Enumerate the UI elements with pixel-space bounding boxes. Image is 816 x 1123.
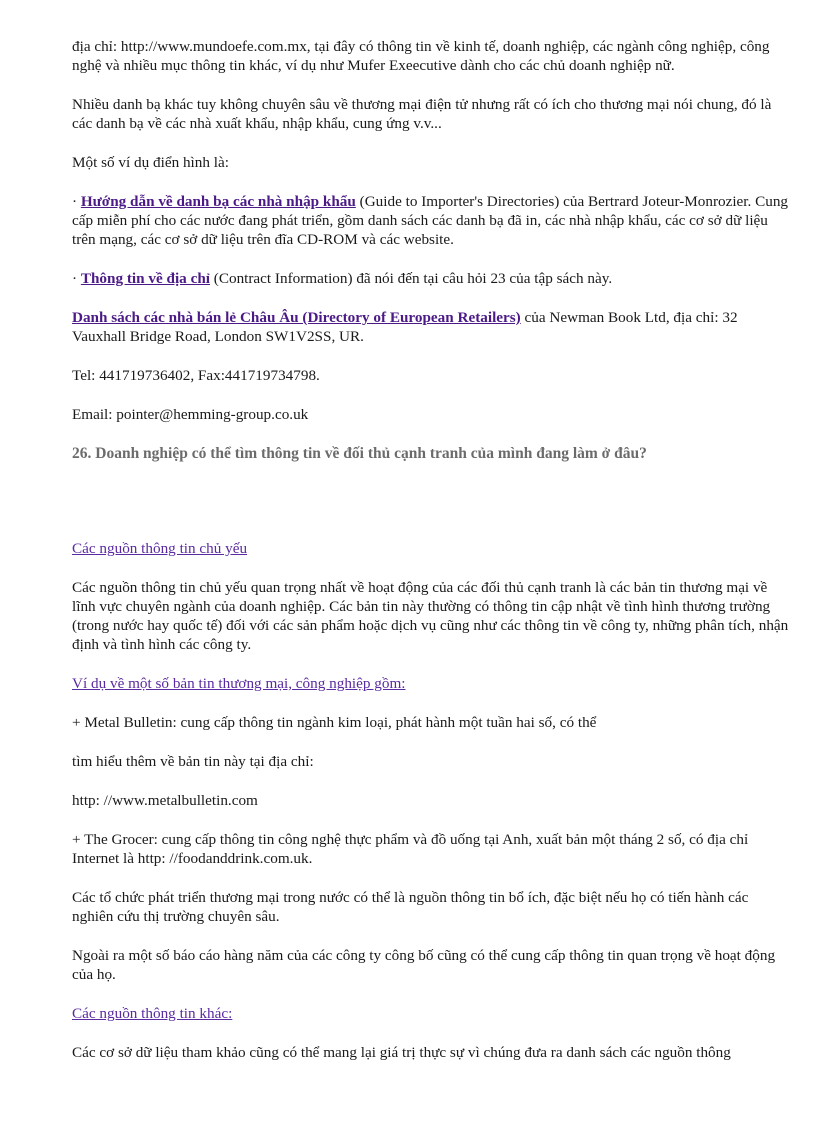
paragraph-grocer: + The Grocer: cung cấp thông tin công nghệ thực phẩm và đồ uống tại Anh, xuất bản một tháng 2 số, có địa chỉ Internet là http: //foodanddrink.com.uk. — [72, 831, 749, 867]
paragraph-examples-intro: Một số ví dụ điển hình là: — [72, 154, 229, 171]
bullet: · — [72, 193, 81, 210]
spacer — [72, 483, 792, 539]
contact-email: Email: pointer@hemming-group.co.uk — [72, 406, 309, 423]
list-item-european-retailers — [72, 308, 792, 346]
list-item-importer-guide — [72, 192, 792, 249]
section-heading-bulletin-examples — [72, 674, 792, 693]
item-text: của Newman Book Ltd, địa chỉ: 32 Vauxhall Bridge Road, London SW1V2SS, UR. — [72, 309, 738, 345]
paragraph-metal-bulletin-url: http: //www.metalbulletin.com — [72, 792, 258, 809]
question-heading: 26. Doanh nghiệp có thể tìm thông tin về đối thủ cạnh tranh của mình đang làm ở đâu? — [72, 445, 647, 462]
list-item-contact-info — [72, 269, 792, 288]
item-text: (Guide to Importer's Directories) của Bertrard Joteur-Monrozier. Cung cấp miễn phí cho các nước đang phát triển, gồm danh sách các danh bạ đã in, các nhà nhập khẩu, các cơ sở dữ liệu trên mạng, các cơ sở dữ liệu trên đĩa CD-ROM và các website. — [72, 193, 789, 248]
link-contact-info[interactable]: Thông tin về địa chỉ — [80, 270, 210, 287]
link-main-sources[interactable]: Các nguồn thông tin chủ yếu — [72, 540, 248, 557]
link-importer-guide[interactable]: Hướng dẫn về danh bạ các nhà nhập khẩu — [80, 193, 356, 210]
paragraph-metal-bulletin: + Metal Bulletin: cung cấp thông tin ngành kim loại, phát hành một tuần hai số, có thể — [72, 714, 597, 731]
paragraph-main-sources: Các nguồn thông tin chủ yếu quan trọng nhất về hoạt động của các đối thủ cạnh tranh là các bản tin thương mại về lĩnh vực chuyên ngành của doanh nghiệp. Các bản tin này thường có thông tin cập nhật về tình hình thương trường (trong nước hay quốc tế) đối với các sản phẩm hoặc dịch vụ cũng như các thông tin về công ty, những phân tích, nhận định và tình hình các công ty. — [72, 579, 789, 653]
paragraph-metal-bulletin-more: tìm hiểu thêm về bản tin này tại địa chỉ: — [72, 753, 314, 770]
paragraph-directories: Nhiều danh bạ khác tuy không chuyên sâu về thương mại điện tử nhưng rất có ích cho thương mại nói chung, đó là các danh bạ về các nhà xuất khẩu, nhập khẩu, cung ứng v.v... — [72, 96, 772, 132]
paragraph-reference-databases: Các cơ sở dữ liệu tham khảo cũng có thể mang lại giá trị thực sự vì chúng đưa ra danh sách các nguồn thông — [72, 1044, 731, 1061]
contact-tel-fax: Tel: 441719736402, Fax:441719734798. — [72, 367, 320, 384]
link-other-sources[interactable]: Các nguồn thông tin khác: — [72, 1005, 233, 1022]
paragraph-annual-reports: Ngoài ra một số báo cáo hàng năm của các công ty công bố cũng có thể cung cấp thông tin quan trọng về hoạt động của họ. — [72, 947, 776, 983]
bullet: · — [72, 270, 81, 287]
section-heading-main-sources — [72, 539, 792, 558]
paragraph-trade-orgs: Các tổ chức phát triển thương mại trong nước có thể là nguồn thông tin bổ ích, đặc biệt nếu họ có tiến hành các nghiên cứu thị trường chuyên sâu. — [72, 889, 749, 925]
document-page — [72, 37, 792, 1082]
link-bulletin-examples[interactable]: Ví dụ về một số bản tin thương mại, công nghiệp gồm: — [72, 675, 406, 692]
paragraph-mundoefe: địa chỉ: http://www.mundoefe.com.mx, tại đây có thông tin về kinh tế, doanh nghiệp, các ngành công nghiệp, công nghệ và nhiều mục thông tin khác, ví dụ như Mufer Exeecutive dành cho các chủ doanh nghiệp nữ. — [72, 38, 770, 74]
section-heading-other-sources — [72, 1004, 792, 1023]
link-european-retailers[interactable]: Danh sách các nhà bán lẻ Châu Âu (Directory of European Retailers) — [72, 309, 521, 326]
item-text: (Contract Information) đã nói đến tại câu hỏi 23 của tập sách này. — [209, 270, 613, 287]
